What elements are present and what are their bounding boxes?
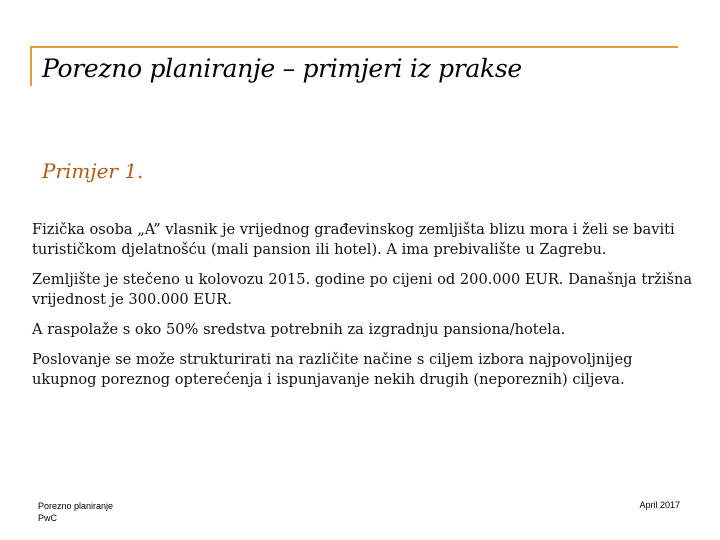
footer-presentation-name: Porezno planiranje — [38, 501, 114, 511]
body-paragraph-4: Poslovanje se može strukturirati na različite načine s ciljem izbora najpovoljnijeg ukupnog poreznog opterećenja i ispunjavanje nekih drugih (neporeznih) ciljeva. — [32, 351, 633, 388]
slide-subtitle: Primjer 1. — [42, 159, 144, 183]
footer-date: April 2017 — [639, 500, 680, 510]
slide-body — [32, 220, 696, 400]
accent-rule-left — [30, 46, 32, 86]
footer-left — [38, 500, 113, 524]
accent-rule-top — [30, 46, 678, 48]
body-paragraph-3: A raspolaže s oko 50% sredstva potrebnih za izgradnju pansiona/hotela. — [32, 321, 566, 338]
slide-title: Porezno planiranje – primjeri iz prakse — [42, 54, 522, 83]
body-paragraph-2: Zemljište je stečeno u kolovozu 2015. godine po cijeni od 200.000 EUR. Današnja tržišna vrijednost je 300.000 EUR. — [32, 271, 693, 308]
body-paragraph-1: Fizička osoba „A” vlasnik je vrijednog građevinskog zemljišta blizu mora i želi se baviti turističkom djelatnošću (mali pansion ili hotel). A ima prebivalište u Zagrebu. — [32, 221, 675, 258]
footer-company-name: PwC — [38, 513, 58, 523]
